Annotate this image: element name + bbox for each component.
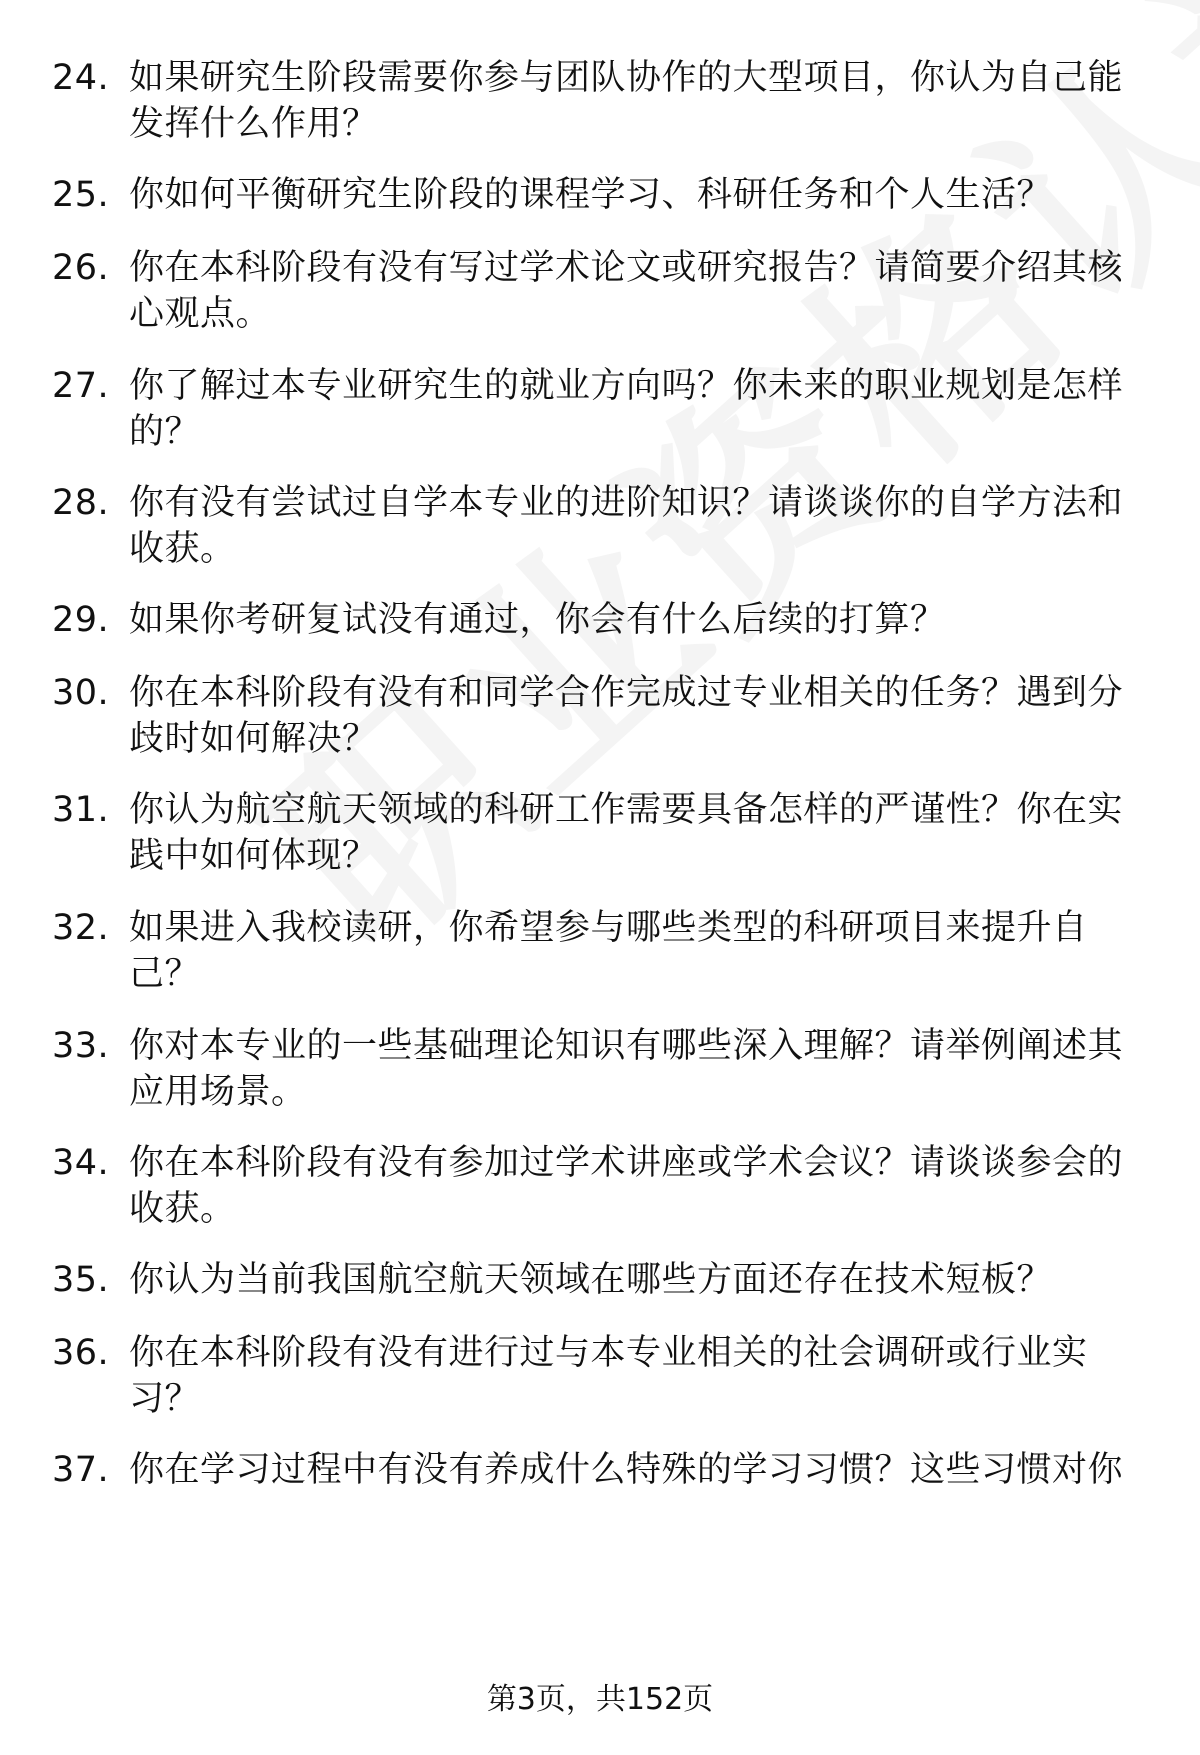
question-number: 26. (52, 248, 110, 288)
question-text: 你在本科阶段有没有和同学合作完成过专业相关的任务？遇到分歧时如何解决？ (129, 673, 1124, 759)
question-number: 34. (52, 1143, 110, 1183)
question-number: 35. (52, 1260, 110, 1300)
question-text: 如果你考研复试没有通过，你会有什么后续的打算？ (129, 600, 946, 640)
question-number: 25. (52, 175, 110, 215)
question-number: 28. (52, 483, 110, 523)
question-number: 32. (52, 908, 110, 948)
question-text: 你在本科阶段有没有写过学术论文或研究报告？请简要介绍其核心观点。 (129, 248, 1124, 334)
question-number: 37. (52, 1450, 110, 1490)
question-number: 33. (52, 1026, 110, 1066)
question-text: 你对本专业的一些基础理论知识有哪些深入理解？请举例阐述其应用场景。 (129, 1026, 1124, 1112)
page-footer: 第3页，共152页 (486, 1682, 714, 1717)
question-text: 你认为当前我国航空航天领域在哪些方面还存在技术短板？ (129, 1260, 1053, 1300)
question-text: 如果进入我校读研，你希望参与哪些类型的科研项目来提升自己？ (129, 908, 1088, 994)
question-text: 如果研究生阶段需要你参与团队协作的大型项目，你认为自己能发挥什么作用？ (129, 58, 1124, 144)
question-number: 27. (52, 366, 110, 406)
question-text: 你认为航空航天领域的科研工作需要具备怎样的严谨性？你在实践中如何体现？ (129, 790, 1124, 876)
question-text: 你了解过本专业研究生的就业方向吗？你未来的职业规划是怎样的？ (129, 366, 1124, 452)
question-text: 你在本科阶段有没有进行过与本专业相关的社会调研或行业实习？ (129, 1333, 1088, 1419)
question-text: 你如何平衡研究生阶段的课程学习、科研任务和个人生活？ (129, 175, 1053, 215)
question-number: 30. (52, 673, 110, 713)
question-number: 31. (52, 790, 110, 830)
question-text: 你在本科阶段有没有参加过学术讲座或学术会议？请谈谈参会的收获。 (129, 1143, 1124, 1229)
question-number: 36. (52, 1333, 110, 1373)
question-number: 24. (52, 58, 110, 98)
question-text: 你有没有尝试过自学本专业的进阶知识？请谈谈你的自学方法和收获。 (129, 483, 1124, 569)
question-number: 29. (52, 600, 110, 640)
question-text: 你在学习过程中有没有养成什么特殊的学习习惯？这些习惯对你 (129, 1450, 1124, 1490)
